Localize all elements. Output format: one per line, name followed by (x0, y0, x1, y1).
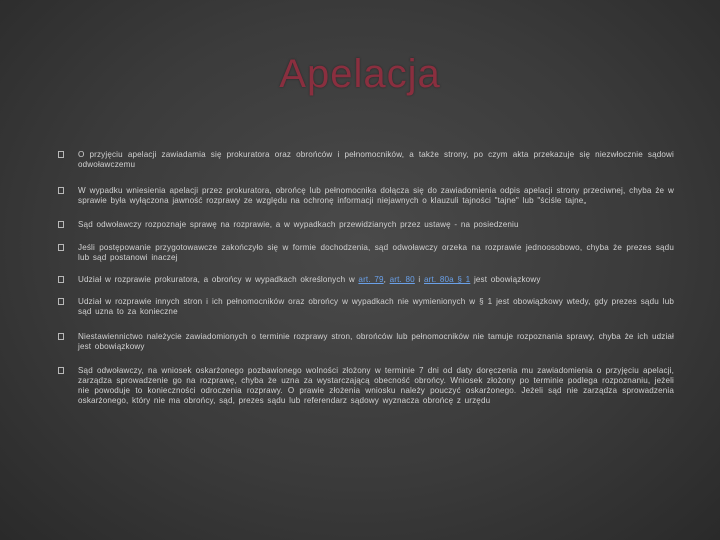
square-bullet-icon (58, 367, 64, 374)
square-bullet-icon (58, 151, 64, 158)
article-80-link[interactable]: art. 80 (389, 275, 415, 284)
list-item-text: Udział w rozprawie innych stron i ich pełnomocników oraz obrońcy w wypadkach nie wymienionych w § 1 jest obowiązkowy wtedy, gdy prezes sądu lub sąd uzna to za konieczne (78, 297, 674, 316)
list-item-text: Jeśli postępowanie przygotowawcze zakończyło się w formie dochodzenia, sąd odwoławczy orzeka na rozprawie jednoosobowo, chyba że prezes sądu lub sąd postanowi inaczej (78, 243, 674, 262)
list-item (58, 150, 674, 170)
article-80a-link[interactable]: art. 80a § 1 (423, 275, 471, 284)
list-item (58, 220, 674, 230)
list-item-text: W wypadku wniesienia apelacji przez prokuratora, obrońcę lub pełnomocnika dołącza się do zawiadomienia odpis apelacji strony przeciwnej, chyba że w sprawie była wyłączona jawność rozprawy ze względu na ochronę informacji niejawnych o klauzuli tajności "tajne" lub "ściśle tajne„ (78, 186, 674, 205)
list-item (58, 332, 674, 352)
square-bullet-icon (58, 276, 64, 283)
list-item (58, 366, 674, 406)
article-79-link[interactable]: art. 79 (358, 275, 384, 284)
list-item (58, 243, 674, 263)
list-item (58, 186, 674, 206)
list-item-text: Sąd odwoławczy rozpoznaje sprawę na rozprawie, a w wypadkach przewidzianych przez ustawę - na posiedzeniu (78, 220, 519, 229)
square-bullet-icon (58, 187, 64, 194)
list-item-text: Udział w rozprawie prokuratora, a obrońcy w wypadkach określonych w (78, 275, 359, 284)
square-bullet-icon (58, 221, 64, 228)
list-item (58, 275, 674, 285)
square-bullet-icon (58, 244, 64, 251)
separator-text: i (414, 275, 424, 284)
square-bullet-icon (58, 333, 64, 340)
slide-title: Apelacja (279, 52, 441, 96)
list-item-text: jest obowiązkowy (470, 275, 541, 284)
list-item (58, 297, 674, 317)
square-bullet-icon (58, 298, 64, 305)
list-item-text: O przyjęciu apelacji zawiadamia się prokuratora oraz obrońców i pełnomocników, a także strony, po czym akta przekazuje się niezwłocznie sądowi odwoławczemu (78, 150, 674, 169)
separator-text: , (383, 275, 390, 284)
bullet-list (58, 150, 674, 406)
list-item-text: Niestawiennictwo należycie zawiadomionych o terminie rozprawy stron, obrońców lub pełnomocników nie tamuje rozpoznania sprawy, chyba że ich udział jest obowiązkowy (78, 332, 674, 351)
list-item-text: Sąd odwoławczy, na wniosek oskarżonego pozbawionego wolności złożony w terminie 7 dni od daty doręczenia mu zawiadomienia o przyjęciu apelacji, zarządza sprowadzenie go na rozprawę, chyba że uzna za wystarczającą obecność obrońcy. Wniosek złożony po terminie podlega rozpoznaniu, jeżeli nie powoduje to konieczności odroczenia rozprawy. O prawie złożenia wniosku należy pouczyć oskarżonego. Jeżeli sąd nie zarządza sprowadzenia oskarżonego, który nie ma obrońcy, sąd, prezes sądu lub referendarz sądowy wyznacza obrońcę z urzędu (78, 366, 674, 405)
